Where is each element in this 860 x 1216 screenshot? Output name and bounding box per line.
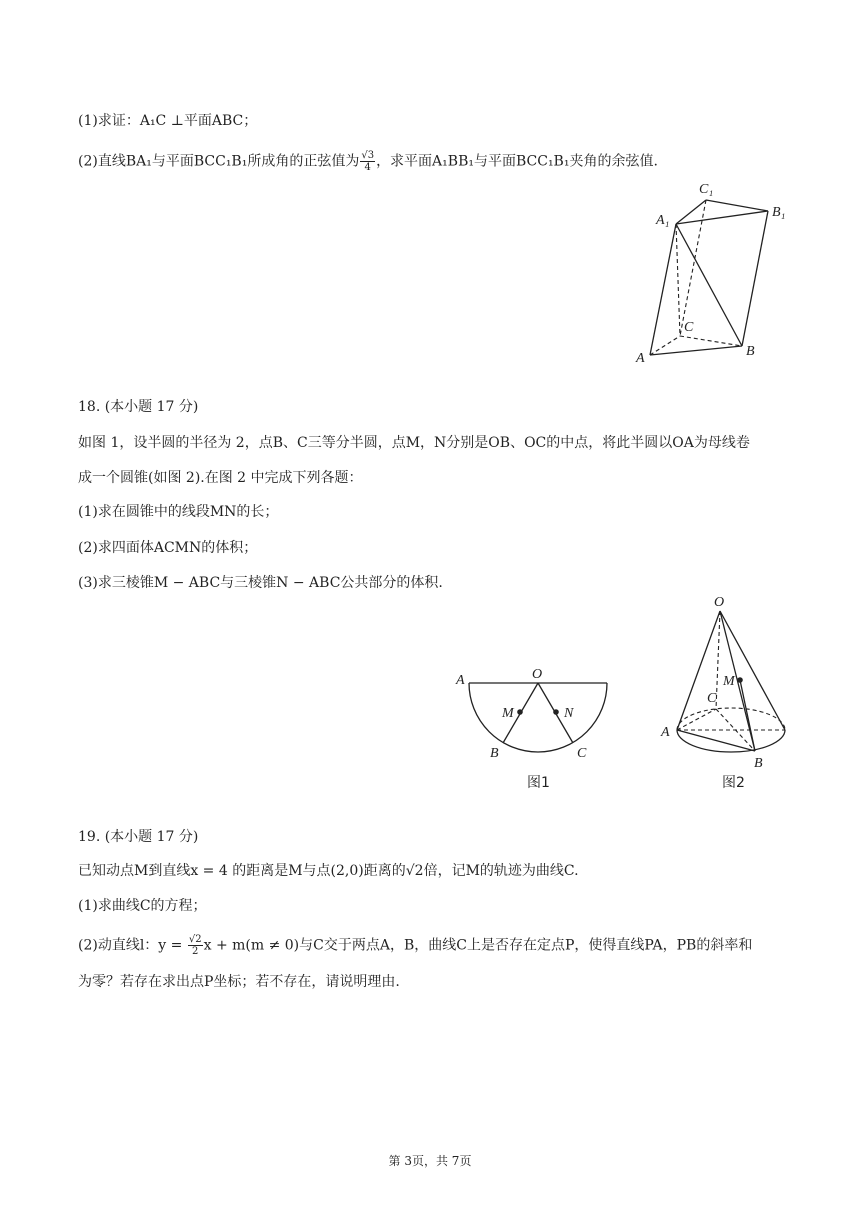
- fig2-caption: 图2: [722, 775, 745, 791]
- page-footer: 第 3页，共 7页: [388, 1154, 472, 1168]
- q19-part2: [78, 934, 752, 957]
- q19-part2-text-a: (2)动直线l：y =: [78, 937, 187, 954]
- label-A1: A₁: [656, 213, 670, 228]
- q18-part2: (2)求四面体ACMN的体积；: [78, 540, 258, 556]
- fig1-label-C: C: [577, 746, 587, 761]
- q17-part2-text-a: (2)直线BA₁与平面BCC₁B₁所成角的正弦值为: [78, 153, 360, 170]
- q19-stem: 已知动点M到直线x = 4 的距离是M与点(2,0)距离的√2倍，记M的轨迹为曲线C.: [78, 863, 579, 879]
- fig1-caption: 图1: [527, 775, 550, 791]
- q19-part2-text-b: x + m(m ≠ 0)与C交于两点A，B，曲线C上是否存在定点P，使得直线PA，PB的斜率和: [203, 937, 753, 954]
- q18-part3: (3)求三棱锥M − ABC与三棱锥N − ABC公共部分的体积.: [78, 575, 443, 591]
- label-C1: C₁: [699, 182, 714, 197]
- label-A: A: [636, 351, 645, 366]
- q17-fraction-numerator: √3: [361, 150, 375, 161]
- q17-part2-text-b: ，求平面A₁BB₁与平面BCC₁B₁夹角的余弦值.: [376, 153, 658, 170]
- label-C: C: [684, 320, 694, 335]
- fig1-label-B: B: [490, 746, 499, 761]
- fig2-label-B: B: [754, 756, 763, 771]
- q18-header: 18. (本小题 17 分): [78, 399, 199, 415]
- fig1-label-O: O: [532, 667, 543, 682]
- fig1-label-A: A: [456, 673, 465, 688]
- q19-header: 19. (本小题 17 分): [78, 829, 199, 845]
- q19-part1: (1)求曲线C的方程；: [78, 898, 207, 914]
- fig1-label-M: M: [502, 706, 514, 721]
- label-B1: B₁: [772, 205, 786, 220]
- q19-part2-line2: 为零？若存在求出点P坐标；若不存在，请说明理由.: [78, 974, 400, 990]
- fig2-label-A: A: [661, 725, 670, 740]
- fig2-label-O: O: [714, 595, 725, 610]
- q18-stem-line1: 如图 1，设半圆的半径为 2，点B、C三等分半圆，点M，N分别是OB、OC的中点，将此半圆以OA为母线卷: [78, 435, 750, 451]
- q19-fraction-numerator: √2: [188, 934, 202, 945]
- fig1-label-N: N: [564, 706, 574, 721]
- q17-part1: (1)求证：A₁C ⊥平面ABC；: [78, 113, 258, 129]
- q17-fraction-denominator: 4: [364, 162, 371, 173]
- q19-fraction-denominator: 2: [192, 946, 199, 957]
- fig2-label-C: C: [707, 691, 717, 706]
- fig2-label-M: M: [723, 674, 735, 689]
- label-B: B: [746, 344, 755, 359]
- q19-fraction: [188, 934, 203, 957]
- q18-stem-line2: 成一个圆锥(如图 2).在图 2 中完成下列各题：: [78, 470, 363, 486]
- q18-part1: (1)求在圆锥中的线段MN的长；: [78, 504, 279, 520]
